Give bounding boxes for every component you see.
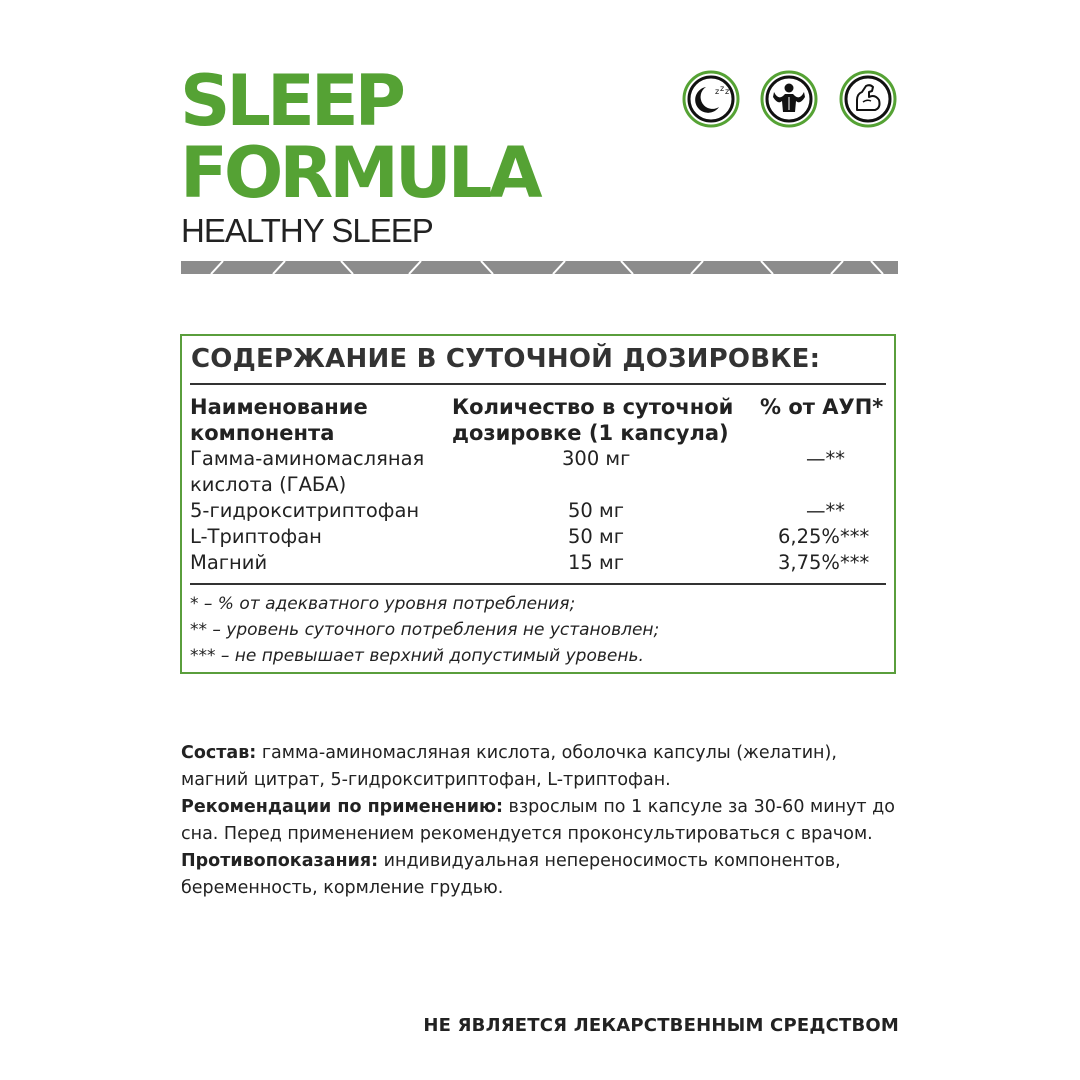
product-title-line2: FORMULA (180, 132, 539, 214)
table-bottom-divider (190, 583, 886, 585)
header-divider (190, 383, 886, 385)
row-amount: 15 мг (568, 551, 624, 574)
svg-text:z: z (715, 87, 720, 96)
product-subtitle: HEALTHY SLEEP (181, 212, 433, 249)
muscle-torso-icon (760, 70, 818, 128)
row-name: Магний (190, 551, 268, 574)
composition-text: гамма-аминомасляная кислота, оболочка капсулы (желатин), магний цитрат, 5-гидрокситриптофан, L-триптофан. (181, 743, 837, 790)
footnote: ** – уровень суточного потребления не установлен; (190, 620, 660, 640)
row-amount: 50 мг (568, 499, 624, 522)
svg-text:z: z (725, 87, 730, 96)
decorative-stripe (181, 261, 898, 274)
row-amount: 50 мг (568, 525, 624, 548)
column-header-amount: Количество в суточной дозировке (1 капсула) (452, 395, 734, 445)
row-percent: 6,25%*** (778, 525, 870, 548)
row-name: Гамма-аминомасляная кислота (ГАБА) (190, 447, 425, 496)
svg-text:z: z (720, 84, 725, 93)
composition-label: Состав: (181, 743, 257, 763)
contraindications-paragraph (181, 848, 901, 902)
product-info (181, 740, 901, 902)
row-name: L-Триптофан (190, 525, 322, 548)
usage-text: взрослым по 1 капсуле за 30-60 минут до сна. Перед применением рекомендуется проконсультироваться с врачом. (181, 797, 895, 844)
footnote: *** – не превышает верхний допустимый уровень. (190, 646, 644, 666)
column-header-percent: % от АУП* (760, 395, 884, 419)
product-title-line1: SLEEP (180, 60, 402, 142)
row-name: 5-гидрокситриптофан (190, 499, 420, 522)
panel-heading: СОДЕРЖАНИЕ В СУТОЧНОЙ ДОЗИРОВКЕ: (191, 344, 821, 374)
row-percent: —** (806, 499, 845, 522)
flexed-arm-icon (839, 70, 897, 128)
nutrition-panel (180, 334, 896, 674)
footnotes (190, 591, 659, 669)
footnote: * – % от адекватного уровня потребления; (190, 594, 576, 614)
usage-paragraph (181, 794, 901, 848)
contraindications-label: Противопоказания: (181, 851, 379, 871)
column-header-name: Наименование компонента (190, 395, 368, 445)
row-percent: 3,75%*** (778, 551, 870, 574)
row-percent: —** (806, 447, 845, 470)
usage-label: Рекомендации по применению: (181, 797, 503, 817)
disclaimer: НЕ ЯВЛЯЕТСЯ ЛЕКАРСТВЕННЫМ СРЕДСТВОМ (423, 1015, 899, 1036)
contraindications-text: индивидуальная непереносимость компонентов, беременность, кормление грудью. (181, 851, 841, 898)
composition-paragraph (181, 740, 901, 794)
moon-sleep-icon (682, 70, 740, 128)
row-amount: 300 мг (562, 447, 631, 470)
